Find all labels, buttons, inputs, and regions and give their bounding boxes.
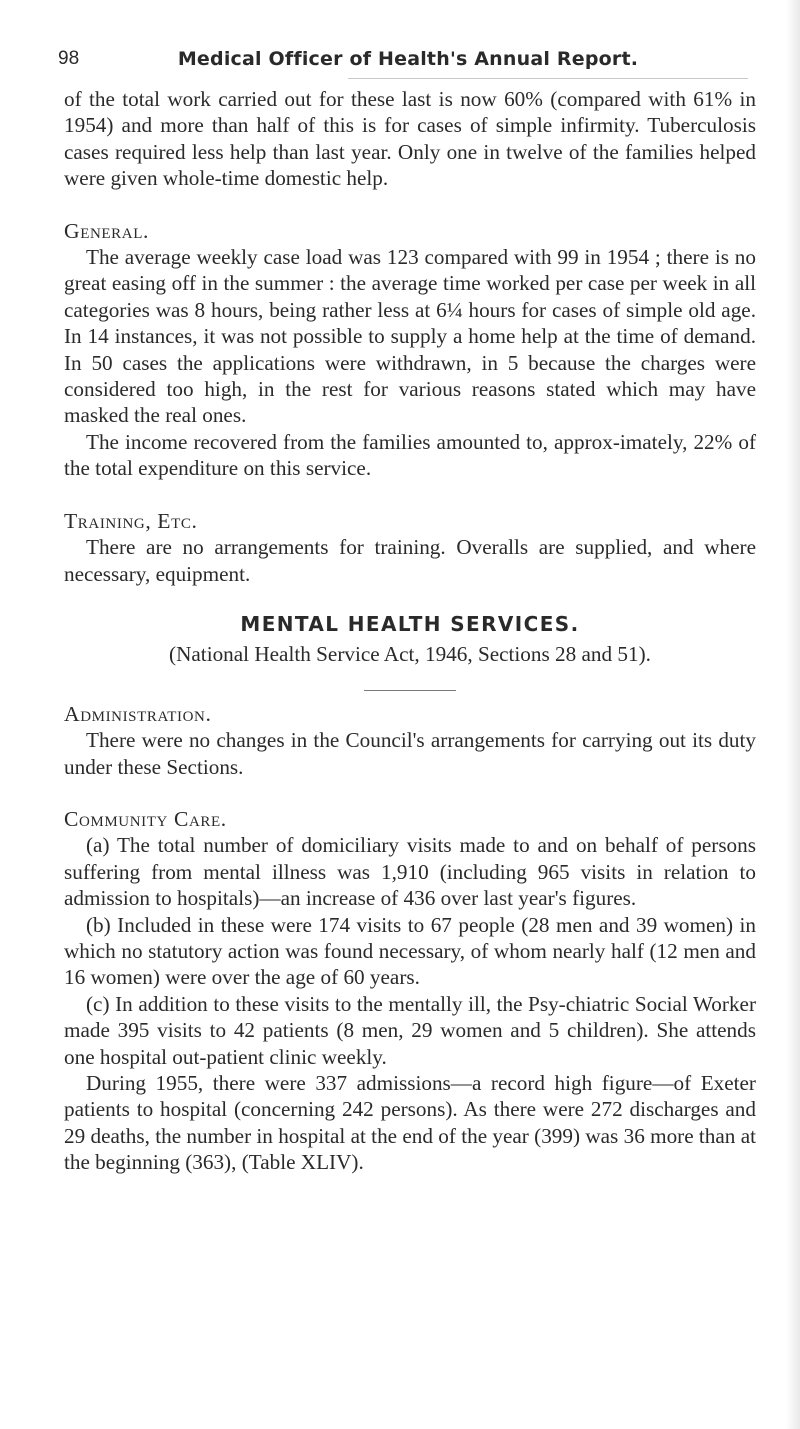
intro-paragraph: of the total work carried out for these last is now 60% (compared with 61% in 1954) and more than half of this is for cases of simple infirmity. Tuberculosis cases required less help than last year. Only one in twelve of the families helped were given whole-time domestic help. xyxy=(64,87,756,191)
training-paragraph: There are no arrangements for training. Overalls are supplied, and where necessary, equipment. xyxy=(64,535,756,586)
mental-health-subheading: (National Health Service Act, 1946, Sections 28 and 51). xyxy=(169,642,651,667)
general-paragraph-2: The income recovered from the families amounted to, approx-imately, 22% of the total expenditure on this service. xyxy=(64,429,756,481)
page-edge-shadow xyxy=(786,0,800,1429)
community-care-item-b: (b) Included in these were 174 visits to 67 people (28 men and 39 women) in which no statutory action was found necessary, of whom nearly half (12 men and 16 women) were over the age of 60 years. xyxy=(64,912,756,990)
header-rule xyxy=(348,78,748,79)
community-care-admissions: During 1955, there were 337 admissions—a record high figure—of Exeter patients to hospital (concerning 242 persons). As there were 272 discharges and 29 deaths, the number in hospital at the end of the year (399) was 36 more than at the beginning (363), (Table XLIV). xyxy=(64,1071,756,1175)
community-care-heading: Community Care. xyxy=(64,806,227,831)
page-header xyxy=(58,48,758,76)
section-divider xyxy=(364,690,456,691)
training-heading: Training, Etc. xyxy=(64,508,198,533)
community-care-item-c: (c) In addition to these visits to the mentally ill, the Psy-chiatric Social Worker made 395 visits to 42 patients (8 men, 29 women and 5 children). She attends one hospital out-patient clinic weekly. xyxy=(64,991,756,1069)
mental-health-heading: MENTAL HEALTH SERVICES. xyxy=(240,611,580,636)
page-number: 98 xyxy=(58,48,80,69)
administration-paragraph: There were no changes in the Council's arrangements for carrying out its duty under these Sections. xyxy=(64,728,756,779)
general-heading: General. xyxy=(64,218,149,243)
administration-heading: Administration. xyxy=(64,701,212,726)
community-care-item-a: (a) The total number of domiciliary visits made to and on behalf of persons suffering from mental illness was 1,910 (including 965 visits in relation to admission to hospitals)—an increase of 436 over last year's figures. xyxy=(64,833,756,911)
running-title: Medical Officer of Health's Annual Report. xyxy=(177,48,639,70)
general-paragraph-1: The average weekly case load was 123 compared with 99 in 1954 ; there is no great easing off in the summer : the average time worked per case per week in all categories was 8 hours, being rather less at 6¼ hours for cases of simple old age. In 14 instances, it was not possible to supply a home help at the time of demand. In 50 cases the applications were withdrawn, in 5 because the charges were considered too high, in the rest for various reasons stated which may have masked the real ones. xyxy=(64,245,756,428)
page-body xyxy=(64,86,756,1176)
